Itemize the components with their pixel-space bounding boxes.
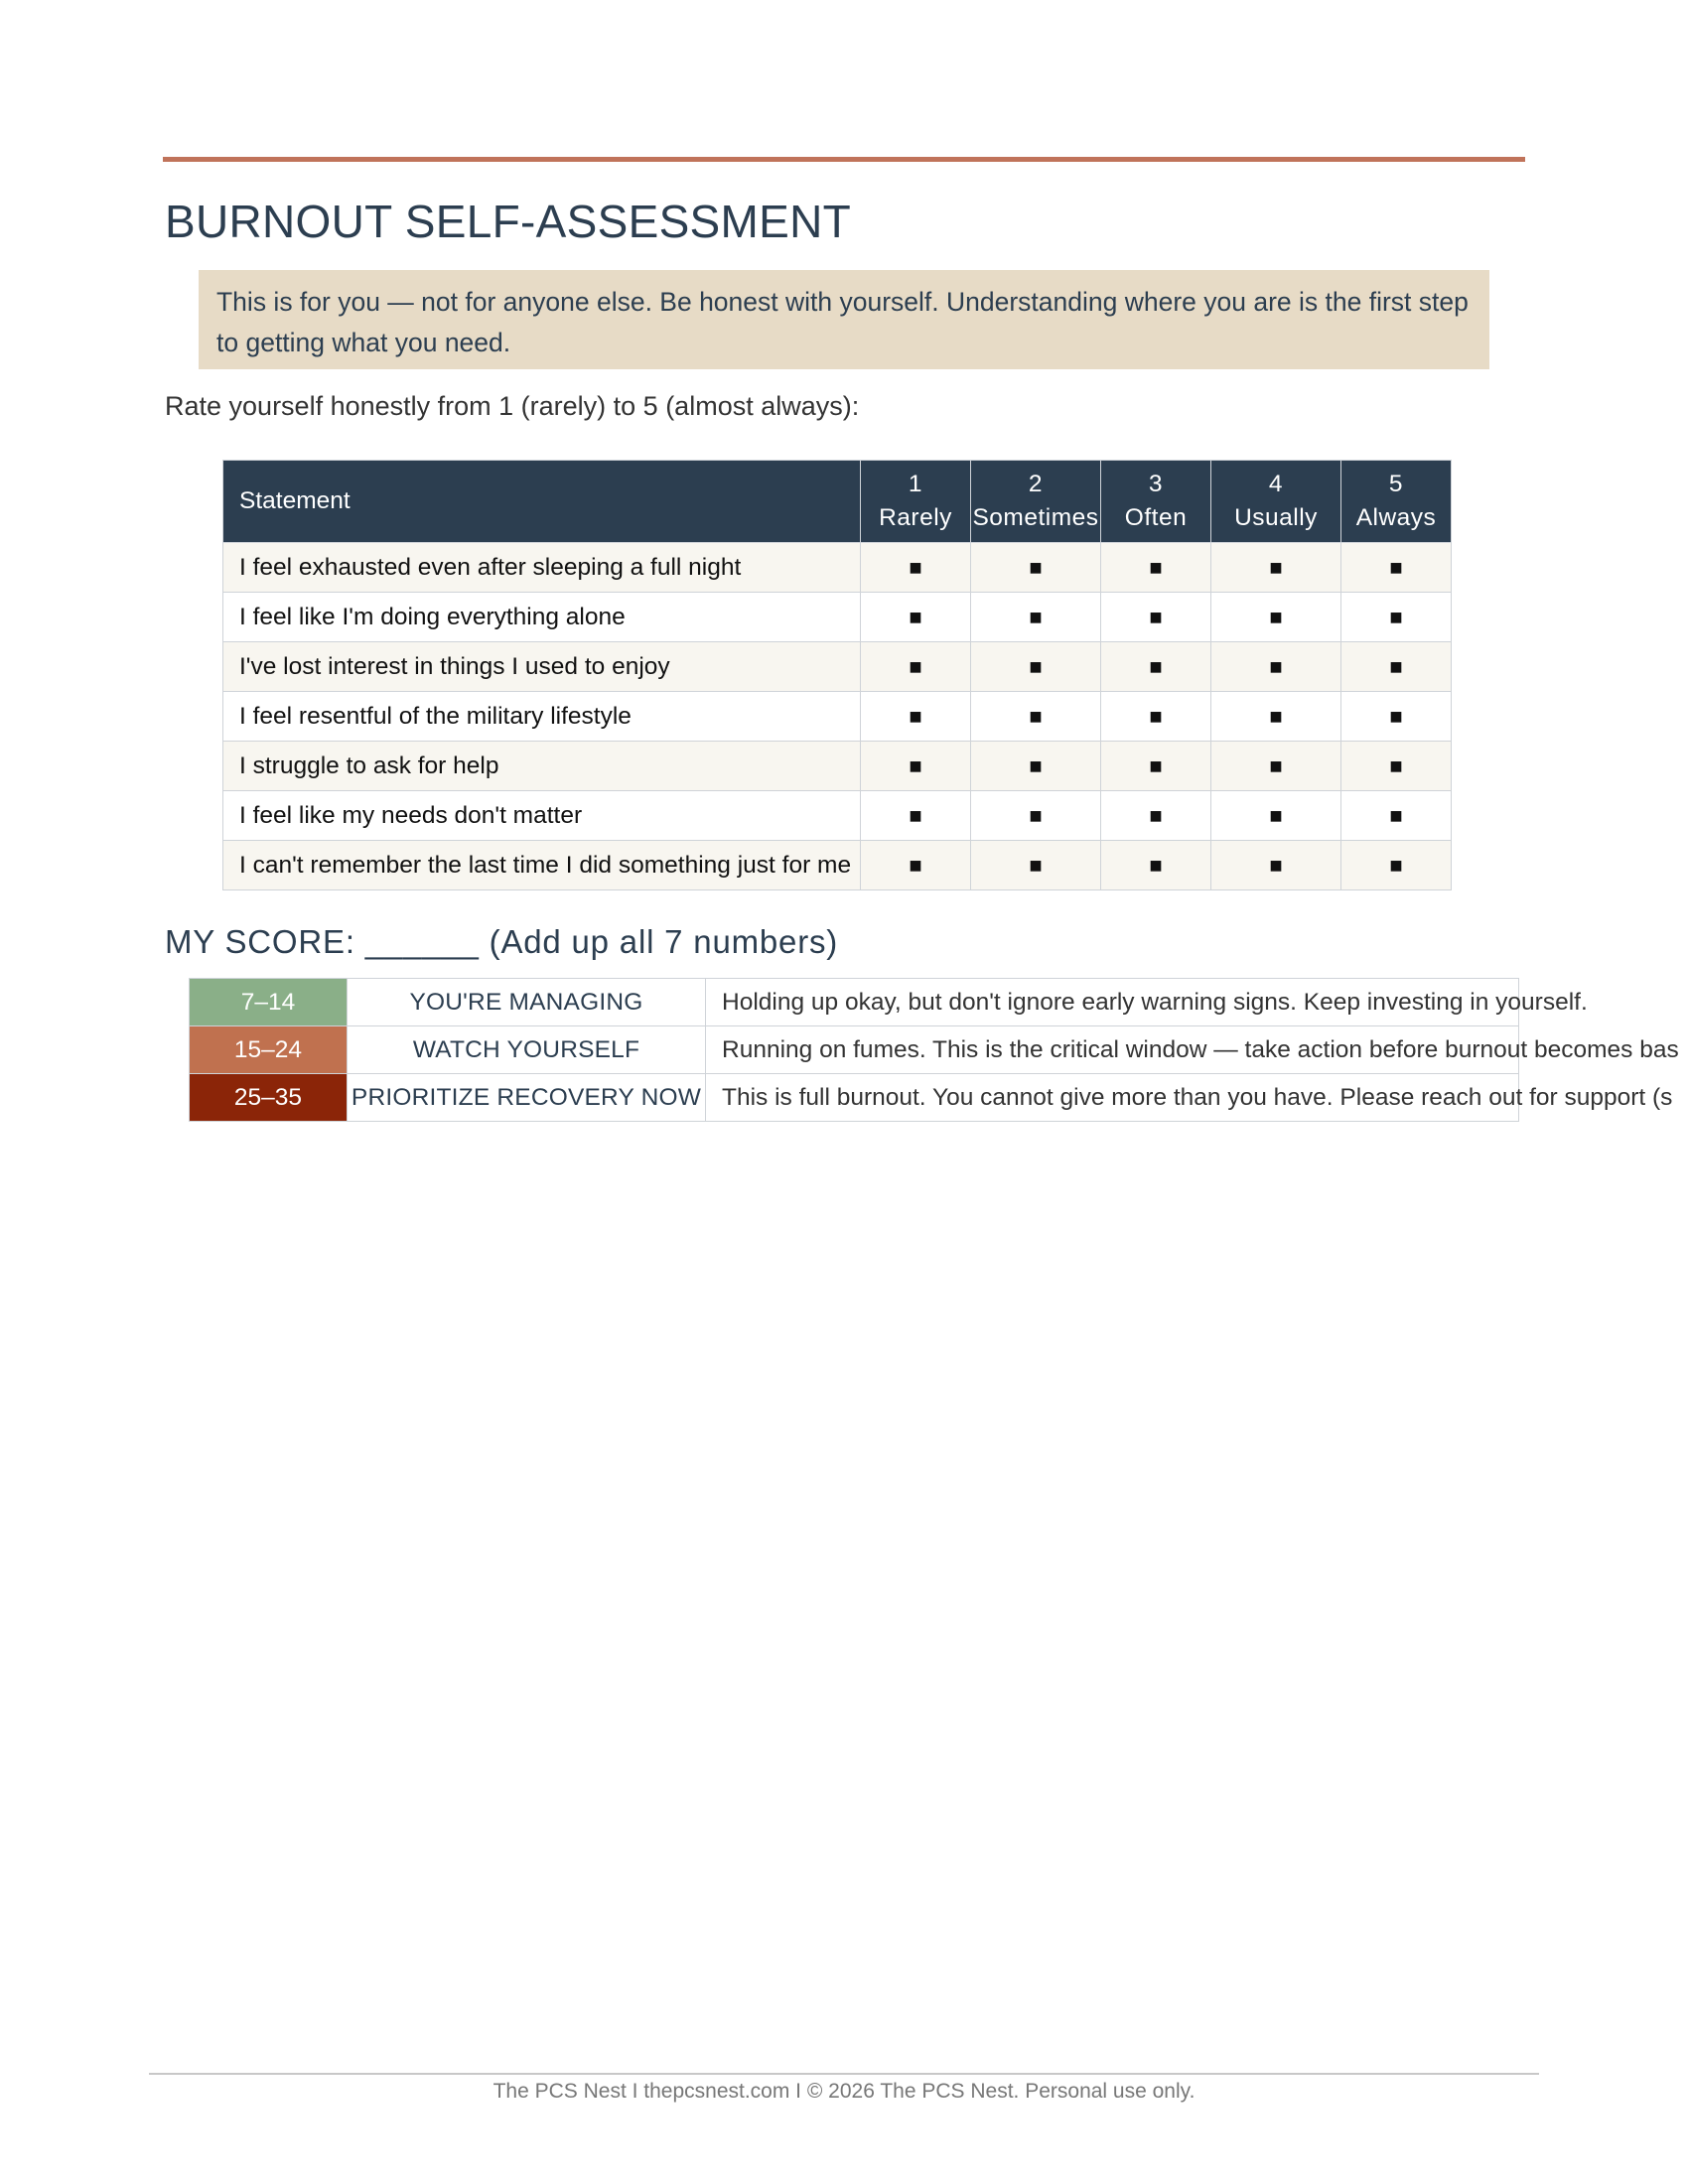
score-range: 7–14 — [190, 979, 348, 1026]
rating-checkbox-4[interactable]: ■ — [1211, 791, 1341, 841]
rating-checkbox-5[interactable]: ■ — [1341, 841, 1452, 890]
scale-header-2: 2 Sometimes — [971, 461, 1101, 543]
rating-checkbox-1[interactable]: ■ — [861, 593, 971, 642]
score-range: 15–24 — [190, 1026, 348, 1074]
rating-checkbox-5[interactable]: ■ — [1341, 642, 1452, 692]
rating-checkbox-4[interactable]: ■ — [1211, 692, 1341, 742]
rating-checkbox-1[interactable]: ■ — [861, 692, 971, 742]
rating-table-header — [223, 461, 1452, 543]
rating-checkbox-3[interactable]: ■ — [1101, 791, 1211, 841]
score-range-row — [190, 979, 1519, 1026]
rating-checkbox-3[interactable]: ■ — [1101, 692, 1211, 742]
statement-text: I feel resentful of the military lifestyle — [223, 692, 861, 742]
intro-callout: This is for you — not for anyone else. Be honest with yourself. Understanding where you are is the first step to getting what you need. — [199, 270, 1489, 369]
rating-checkbox-5[interactable]: ■ — [1341, 543, 1452, 593]
statement-row — [223, 791, 1452, 841]
rating-checkbox-4[interactable]: ■ — [1211, 841, 1341, 890]
rating-checkbox-2[interactable]: ■ — [971, 593, 1101, 642]
rating-checkbox-3[interactable]: ■ — [1101, 642, 1211, 692]
rating-checkbox-2[interactable]: ■ — [971, 742, 1101, 791]
rating-checkbox-4[interactable]: ■ — [1211, 593, 1341, 642]
rating-checkbox-1[interactable]: ■ — [861, 742, 971, 791]
rating-checkbox-5[interactable]: ■ — [1341, 692, 1452, 742]
rating-checkbox-4[interactable]: ■ — [1211, 742, 1341, 791]
page-footer: The PCS Nest I thepcsnest.com I © 2026 The PCS Nest. Personal use only. — [492, 2080, 1196, 2103]
rating-checkbox-5[interactable]: ■ — [1341, 742, 1452, 791]
rating-checkbox-5[interactable]: ■ — [1341, 791, 1452, 841]
score-range-label: PRIORITIZE RECOVERY NOW — [348, 1074, 706, 1122]
statement-row — [223, 593, 1452, 642]
statement-column-header: Statement — [223, 461, 861, 543]
statement-text: I can't remember the last time I did something just for me — [223, 841, 861, 890]
scale-header-3: 3 Often — [1101, 461, 1211, 543]
rating-instructions: Rate yourself honestly from 1 (rarely) to 5 (almost always): — [165, 391, 860, 421]
rating-checkbox-4[interactable]: ■ — [1211, 543, 1341, 593]
rating-checkbox-1[interactable]: ■ — [861, 543, 971, 593]
statement-row — [223, 692, 1452, 742]
top-accent-rule — [163, 157, 1525, 162]
score-range-row — [190, 1026, 1519, 1074]
scale-header-5: 5 Always — [1341, 461, 1452, 543]
rating-table — [222, 460, 1452, 890]
score-range-description: This is full burnout. You cannot give more than you have. Please reach out for support (s — [706, 1074, 1519, 1122]
score-range-label: WATCH YOURSELF — [348, 1026, 706, 1074]
scale-header-1: 1 Rarely — [861, 461, 971, 543]
score-line: MY SCORE: ______ (Add up all 7 numbers) — [165, 923, 839, 960]
rating-checkbox-2[interactable]: ■ — [971, 642, 1101, 692]
statement-row — [223, 543, 1452, 593]
rating-checkbox-4[interactable]: ■ — [1211, 642, 1341, 692]
score-range-row — [190, 1074, 1519, 1122]
rating-checkbox-3[interactable]: ■ — [1101, 593, 1211, 642]
rating-checkbox-1[interactable]: ■ — [861, 841, 971, 890]
statement-row — [223, 642, 1452, 692]
rating-checkbox-2[interactable]: ■ — [971, 692, 1101, 742]
rating-checkbox-1[interactable]: ■ — [861, 642, 971, 692]
score-range-label: YOU'RE MANAGING — [348, 979, 706, 1026]
score-range: 25–35 — [190, 1074, 348, 1122]
statement-row — [223, 841, 1452, 890]
statement-text: I feel like I'm doing everything alone — [223, 593, 861, 642]
rating-checkbox-2[interactable]: ■ — [971, 791, 1101, 841]
statement-text: I struggle to ask for help — [223, 742, 861, 791]
rating-checkbox-2[interactable]: ■ — [971, 841, 1101, 890]
rating-checkbox-3[interactable]: ■ — [1101, 841, 1211, 890]
page-title: BURNOUT SELF-ASSESSMENT — [165, 196, 852, 247]
rating-checkbox-3[interactable]: ■ — [1101, 742, 1211, 791]
rating-checkbox-5[interactable]: ■ — [1341, 593, 1452, 642]
statement-row — [223, 742, 1452, 791]
statement-text: I feel like my needs don't matter — [223, 791, 861, 841]
statement-text: I've lost interest in things I used to enjoy — [223, 642, 861, 692]
rating-checkbox-1[interactable]: ■ — [861, 791, 971, 841]
rating-checkbox-2[interactable]: ■ — [971, 543, 1101, 593]
scale-header-4: 4 Usually — [1211, 461, 1341, 543]
score-range-description: Holding up okay, but don't ignore early warning signs. Keep investing in yourself. — [706, 979, 1519, 1026]
rating-checkbox-3[interactable]: ■ — [1101, 543, 1211, 593]
score-legend-table — [189, 978, 1679, 1122]
statement-text: I feel exhausted even after sleeping a full night — [223, 543, 861, 593]
footer-rule — [149, 2073, 1539, 2075]
score-range-description: Running on fumes. This is the critical window — take action before burnout becomes bas — [706, 1026, 1519, 1074]
